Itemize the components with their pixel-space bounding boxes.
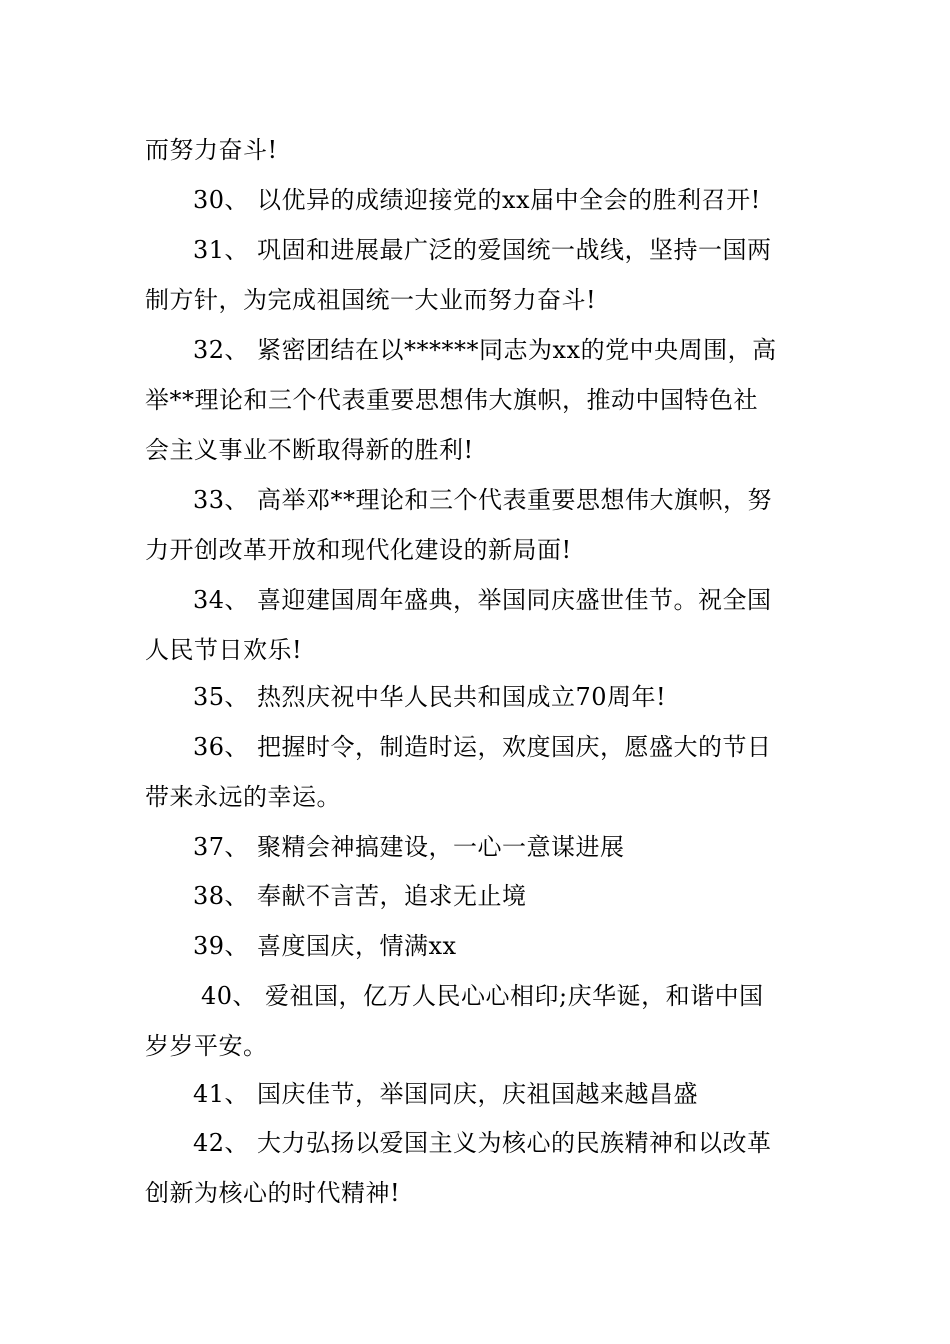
paragraph-33 — [145, 475, 815, 575]
paragraph-line: 带来永远的幸运。 — [145, 783, 341, 811]
paragraph-41 — [145, 1069, 815, 1119]
paragraph-30 — [145, 175, 815, 225]
paragraph-line: 喜度国庆，情满xx — [257, 932, 457, 960]
item-number: 30、 — [193, 186, 250, 214]
paragraph-continuation — [145, 125, 815, 175]
paragraph-39 — [145, 921, 815, 971]
item-number: 36、 — [193, 733, 250, 761]
paragraph-line: 岁岁平安。 — [145, 1032, 268, 1060]
paragraph-line: 举**理论和三个代表重要思想伟大旗帜，推动中国特色社 — [145, 386, 758, 414]
paragraph-38 — [145, 871, 815, 921]
paragraph-line: 热烈庆祝中华人民共和国成立70周年! — [257, 683, 667, 711]
paragraph-line: 而努力奋斗! — [145, 136, 278, 164]
paragraph-line: 奉献不言苦，追求无止境 — [257, 882, 527, 910]
paragraph-line: 大力弘扬以爱国主义为核心的民族精神和以改革 — [257, 1129, 772, 1157]
paragraph-line: 人民节日欢乐! — [145, 636, 303, 664]
item-number: 41、 — [193, 1080, 250, 1108]
paragraph-line: 紧密团结在以******同志为xx的党中央周围，高 — [257, 336, 777, 364]
paragraph-42 — [145, 1118, 815, 1218]
paragraph-34 — [145, 575, 815, 675]
item-number: 40、 — [201, 982, 258, 1010]
item-number: 37、 — [193, 833, 250, 861]
paragraph-line: 制方针，为完成祖国统一大业而努力奋斗! — [145, 286, 597, 314]
item-number: 38、 — [193, 882, 250, 910]
paragraph-line: 聚精会神搞建设，一心一意谋进展 — [257, 833, 625, 861]
paragraph-line: 国庆佳节，举国同庆，庆祖国越来越昌盛 — [257, 1080, 698, 1108]
item-number: 42、 — [193, 1129, 250, 1157]
paragraph-line: 把握时令，制造时运，欢度国庆，愿盛大的节日 — [257, 733, 772, 761]
item-number: 32、 — [193, 336, 250, 364]
paragraph-line: 高举邓**理论和三个代表重要思想伟大旗帜，努 — [257, 486, 772, 514]
item-number: 31、 — [193, 236, 250, 264]
paragraph-31 — [145, 225, 815, 325]
paragraph-line: 力开创改革开放和现代化建设的新局面! — [145, 536, 572, 564]
paragraph-37 — [145, 822, 815, 872]
item-number: 33、 — [193, 486, 250, 514]
paragraph-line: 会主义事业不断取得新的胜利! — [145, 436, 474, 464]
item-number: 34、 — [193, 586, 250, 614]
paragraph-40 — [145, 971, 815, 1071]
paragraph-line: 喜迎建国周年盛典，举国同庆盛世佳节。祝全国 — [257, 586, 772, 614]
paragraph-35 — [145, 672, 815, 722]
paragraph-line: 巩固和进展最广泛的爱国统一战线，坚持一国两 — [257, 236, 772, 264]
paragraph-32 — [145, 325, 815, 475]
item-number: 35、 — [193, 683, 250, 711]
paragraph-line: 以优异的成绩迎接党的xx届中全会的胜利召开! — [257, 186, 761, 214]
item-number: 39、 — [193, 932, 250, 960]
paragraph-line: 爱祖国，亿万人民心心相印;庆华诞，和谐中国 — [265, 982, 764, 1010]
paragraph-line: 创新为核心的时代精神! — [145, 1179, 401, 1207]
paragraph-36 — [145, 722, 815, 822]
